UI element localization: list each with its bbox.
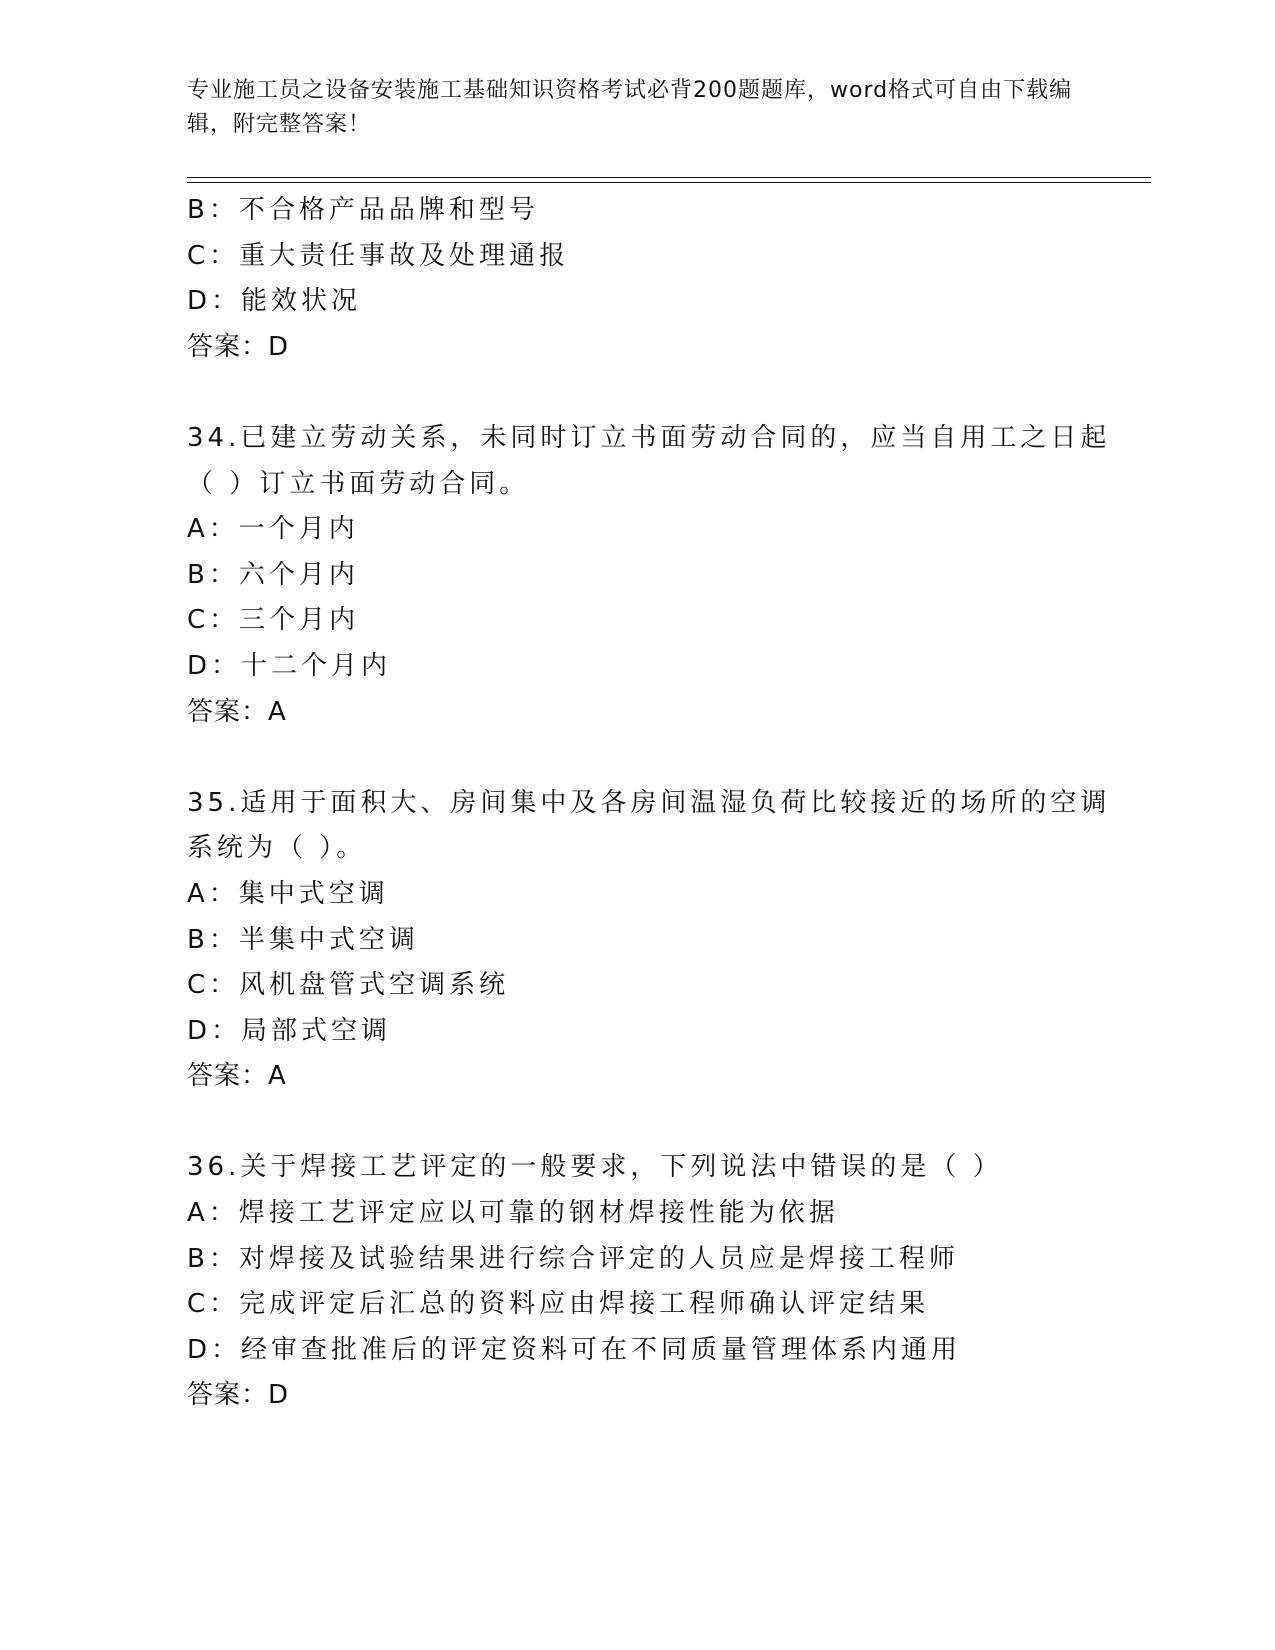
question-36 — [187, 1145, 1087, 1419]
option-a: A：焊接工艺评定应以可靠的钢材焊接性能为依据 — [187, 1198, 839, 1229]
answer-line: 答案：D — [187, 1380, 290, 1411]
option-b: B：半集中式空调 — [187, 924, 419, 955]
option-a: A：集中式空调 — [187, 878, 389, 909]
option-b: B：对焊接及试验结果进行综合评定的人员应是焊接工程师 — [187, 1243, 959, 1274]
option-d: D：经审查批准后的评定资料可在不同质量管理体系内通用 — [187, 1334, 962, 1365]
option-c: C：完成评定后汇总的资料应由焊接工程师确认评定结果 — [187, 1289, 930, 1320]
question-stem: 36.关于焊接工艺评定的一般要求，下列说法中错误的是（ ） — [187, 1152, 1003, 1183]
question-stem-continued: 系统为（ ）。 — [187, 833, 367, 864]
option-c: C：风机盘管式空调系统 — [187, 970, 510, 1001]
spacer — [187, 370, 1087, 416]
answer-line: 答案：A — [187, 1061, 287, 1092]
spacer — [187, 1100, 1087, 1146]
question-stem: 34.已建立劳动关系，未同时订立书面劳动合同的，应当自用工之日起 — [187, 422, 1111, 453]
question-34 — [187, 416, 1111, 735]
answer-line: 答案：A — [187, 696, 287, 727]
option-d: D：局部式空调 — [187, 1015, 392, 1046]
option-d: D：十二个月内 — [187, 650, 392, 681]
option-c: C：重大责任事故及处理通报 — [187, 240, 570, 271]
document-body — [187, 188, 1111, 1419]
option-d: D：能效状况 — [187, 286, 362, 317]
option-a: A：一个月内 — [187, 514, 359, 545]
spacer — [187, 735, 1087, 781]
question-35 — [187, 781, 1111, 1100]
option-b: B：不合格产品品牌和型号 — [187, 195, 539, 225]
answer-line: 答案：D — [187, 331, 290, 362]
option-c: C：三个月内 — [187, 605, 360, 636]
header-divider-top — [187, 177, 1151, 178]
option-b: B：六个月内 — [187, 559, 359, 590]
question-33-continued — [187, 188, 1087, 370]
question-stem-continued: （ ）订立书面劳动合同。 — [187, 468, 530, 499]
header-divider-bottom — [187, 182, 1151, 183]
question-stem: 35.适用于面积大、房间集中及各房间温湿负荷比较接近的场所的空调 — [187, 787, 1111, 818]
document-header: 专业施工员之设备安装施工基础知识资格考试必背200题题库，word格式可自由下载编辑，附完整答案！ — [187, 78, 1073, 137]
